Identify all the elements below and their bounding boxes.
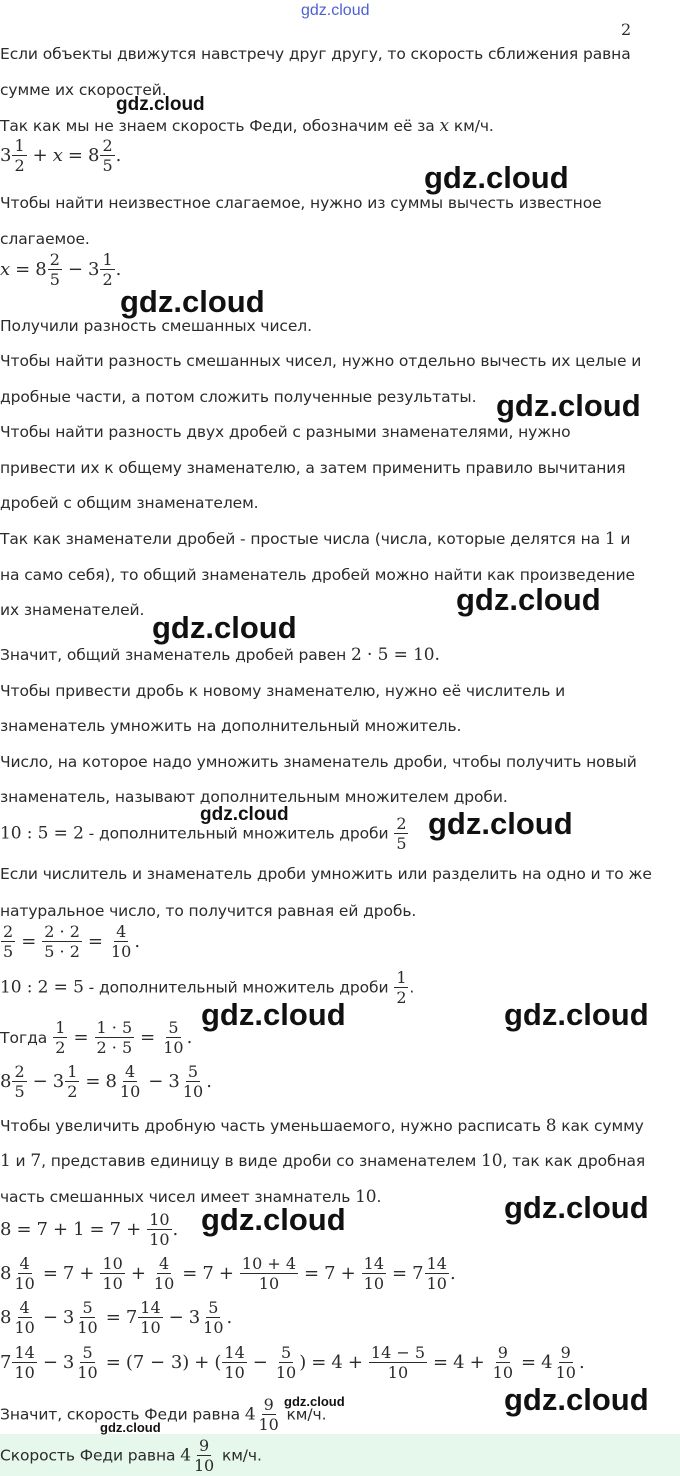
paragraph-line: знаменатель, называют дополнительным множителем дроби. (0, 788, 508, 806)
paragraph-line: сумме их скоростей. (0, 81, 167, 99)
conclusion-line: Значит, скорость Феди равна 4 $\frac{9}{10}$ км/ч. (0, 1395, 327, 1434)
page-number: 2 (621, 20, 632, 39)
paragraph-line: Чтобы увеличить дробную часть уменьшаемого, нужно расписать 8 как сумму (0, 1116, 644, 1136)
equation: $\frac{2}{5}$ = $\frac{2 \cdot 2}{5 \cdot 2}$ = $\frac{4}{10}$ . (3, 922, 141, 961)
watermark: gdz.cloud (456, 582, 601, 617)
watermark: gdz.cloud (201, 997, 346, 1032)
paragraph-line: 10 : 5 = 2 - дополнительный множитель дроби $\frac{2}{5}$ (0, 814, 407, 853)
paragraph-line: 1 и 7, представив единицу в виде дроби со знаменателем 10, так как дробная (0, 1151, 646, 1171)
watermark: gdz.cloud (152, 610, 297, 645)
paragraph-line: Чтобы найти разность смешанных чисел, нужно отдельно вычесть их целые и (0, 352, 642, 370)
watermark: gdz.cloud (200, 804, 289, 825)
paragraph-line: на само себя), то общий знаменатель дробей можно найти как произведение (0, 566, 635, 584)
watermark: gdz.cloud (504, 997, 649, 1032)
variable-x: x (439, 116, 450, 136)
paragraph-line: Получили разность смешанных чисел. (0, 317, 312, 335)
watermark: gdz.cloud (284, 1394, 345, 1409)
paragraph-line: слагаемое. (0, 230, 90, 248)
watermark: gdz.cloud (116, 94, 205, 115)
paragraph-line: Если числитель и знаменатель дроби умножить или разделить на одно и то же (0, 865, 652, 883)
paragraph-line: Значит, общий знаменатель дробей равен 2 · 5 = 10. (0, 645, 440, 665)
equation: 8 $\frac{4}{10}$ = 7 + $\frac{10}{10}$ + $\frac{4}{10}$ = 7 + $\frac{10 + 4}{10}$ = 7 + $\frac{14}{10}$ = 7 $\frac{14}{10}$ . (0, 1254, 456, 1293)
watermark: gdz.cloud (120, 284, 265, 319)
watermark: gdz.cloud (201, 1202, 346, 1237)
equation: 7 $\frac{14}{10}$ − 3 $\frac{5}{10}$ = (7 − 3) + ( $\frac{14}{10}$ − $\frac{5}{10}$ ) = 4 + $\frac{14 - 5}{10}$ = 4 + $\frac{9}{10}$ = 4 $\frac{9}{10}$ . (0, 1343, 585, 1382)
paragraph-line: 10 : 2 = 5 - дополнительный множитель дроби $\frac{1}{2}$ . (0, 968, 415, 1007)
equation: 8 = 7 + 1 = 7 + $\frac{10}{10}$ . (0, 1210, 179, 1249)
paragraph-line: знаменатель умножить на дополнительный множитель. (0, 717, 462, 735)
paragraph-line: Так как знаменатели дробей - простые числа (числа, которые делятся на 1 и (0, 529, 631, 549)
watermark: gdz.cloud (504, 1190, 649, 1225)
equation: 3 $\frac{1}{2}$ + x = 8 $\frac{2}{5}$ . (0, 136, 122, 175)
watermark: gdz.cloud (424, 160, 569, 195)
paragraph-line: привести их к общему знаменателю, а затем применить правило вычитания (0, 459, 626, 477)
equation: 8 $\frac{4}{10}$ − 3 $\frac{5}{10}$ = 7 $\frac{14}{10}$ − 3 $\frac{5}{10}$ . (0, 1298, 233, 1337)
paragraph-line: часть смешанных чисел имеет знамнатель 10. (0, 1187, 382, 1207)
watermark: gdz.cloud (301, 2, 370, 19)
watermark: gdz.cloud (100, 1420, 161, 1435)
watermark: gdz.cloud (428, 806, 573, 841)
paragraph-line: Так как мы не знаем скорость Феди, обозначим её за x км/ч. (0, 116, 494, 136)
equation: x = 8 $\frac{2}{5}$ − 3 $\frac{1}{2}$ . (0, 250, 122, 289)
paragraph-line: Чтобы найти разность двух дробей с разными знаменателями, нужно (0, 423, 571, 441)
equation: 8 $\frac{2}{5}$ − 3 $\frac{1}{2}$ = 8 $\frac{4}{10}$ − 3 $\frac{5}{10}$ . (0, 1062, 212, 1101)
paragraph-line: Чтобы привести дробь к новому знаменателю, нужно её числитель и (0, 682, 566, 700)
paragraph-line: Если объекты движутся навстречу друг другу, то скорость сближения равна (0, 45, 631, 63)
answer-line: Скорость Феди равна 4 $\frac{9}{10}$ км/ч. (0, 1436, 262, 1475)
paragraph-line: их знаменателей. (0, 601, 145, 619)
paragraph-line: дробей с общим знаменателем. (0, 494, 259, 512)
equation: Тогда $\frac{1}{2}$ = $\frac{1 \cdot 5}{2 \cdot 5}$ = $\frac{5}{10}$ . (0, 1018, 193, 1057)
paragraph-line: дробные части, а потом сложить полученные результаты. (0, 388, 477, 406)
paragraph-line: Чтобы найти неизвестное слагаемое, нужно из суммы вычесть известное (0, 194, 602, 212)
watermark: gdz.cloud (496, 388, 641, 423)
watermark: gdz.cloud (504, 1382, 649, 1417)
paragraph-line: натуральное число, то получится равная ей дробь. (0, 902, 417, 920)
paragraph-line: Число, на которое надо умножить знаменатель дроби, чтобы получить новый (0, 753, 637, 771)
